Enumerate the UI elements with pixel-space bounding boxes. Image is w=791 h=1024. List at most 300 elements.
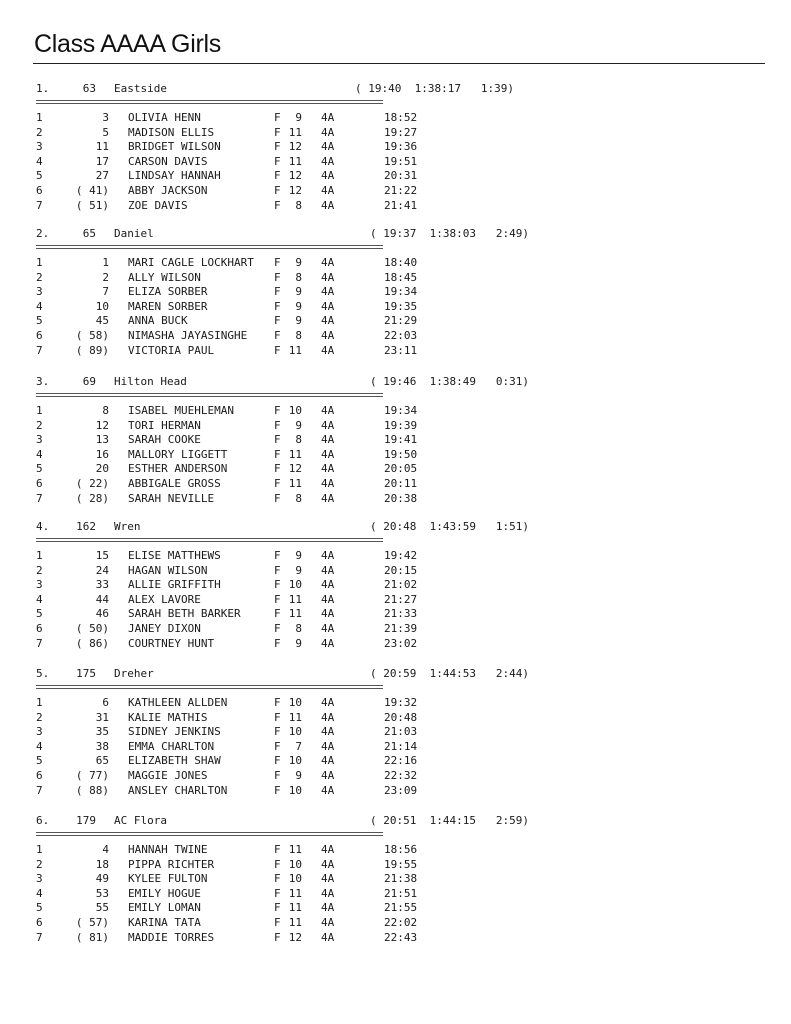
- runner-time: 23:11: [384, 343, 418, 357]
- runner-gender: F: [274, 783, 281, 797]
- header-rule: [36, 393, 383, 397]
- runner-position: 4: [36, 299, 43, 313]
- runner-time: 22:43: [384, 930, 418, 944]
- runner-class: 4A: [321, 886, 335, 900]
- runner-gender: F: [274, 636, 281, 650]
- runner-grade: 11: [288, 343, 302, 357]
- runner-class: 4A: [321, 299, 335, 313]
- runner-team-score: ( 22): [75, 477, 109, 490]
- runner-time: 22:03: [384, 329, 418, 342]
- runner-team-score: 27: [95, 169, 109, 183]
- runner-position: 5: [36, 901, 43, 915]
- runner-position: 3: [36, 872, 43, 886]
- runner-class: 4A: [321, 154, 335, 168]
- runner-class: 4A: [321, 901, 335, 915]
- page-title: Class AAAA Girls: [34, 30, 221, 58]
- runner-position: 2: [36, 125, 43, 139]
- runner-gender: F: [274, 872, 281, 886]
- runner-position: 4: [36, 739, 43, 753]
- runner-name: SIDNEY JENKINS: [128, 725, 221, 739]
- runner-position: 1: [36, 696, 43, 709]
- runner-gender: F: [274, 154, 281, 168]
- runner-name: KALIE MATHIS: [128, 710, 208, 724]
- runner-team-score: 12: [95, 418, 109, 432]
- runner-gender: F: [274, 169, 281, 183]
- team-place: 4.: [36, 520, 50, 533]
- runner-gender: F: [274, 125, 281, 139]
- runner-gender: F: [274, 857, 281, 871]
- runner-class: 4A: [321, 491, 335, 505]
- runner-grade: 8: [295, 270, 302, 284]
- runner-gender: F: [274, 256, 281, 269]
- runner-gender: F: [274, 491, 281, 505]
- runner-class: 4A: [321, 111, 335, 124]
- runner-name: HANNAH TWINE: [128, 843, 208, 856]
- runner-position: 6: [36, 622, 43, 635]
- team-name: Wren: [114, 520, 141, 533]
- runner-class: 4A: [321, 725, 335, 739]
- runner-class: 4A: [321, 843, 335, 856]
- runner-time: 22:02: [384, 916, 418, 929]
- runner-team-score: ( 51): [75, 198, 109, 212]
- runner-team-score: ( 77): [75, 769, 109, 782]
- runner-class: 4A: [321, 433, 335, 447]
- runner-position: 1: [36, 111, 43, 124]
- runner-team-score: 33: [95, 578, 109, 592]
- runner-time: 18:56: [384, 843, 418, 856]
- runner-grade: 12: [288, 184, 302, 197]
- runner-grade: 11: [288, 607, 302, 621]
- runner-time: 21:39: [384, 622, 418, 635]
- runner-name: MAGGIE JONES: [128, 769, 208, 782]
- runner-team-score: 46: [95, 607, 109, 621]
- runner-gender: F: [274, 314, 281, 328]
- runner-class: 4A: [321, 329, 335, 342]
- runner-position: 7: [36, 930, 43, 944]
- runner-gender: F: [274, 299, 281, 313]
- runner-position: 6: [36, 329, 43, 342]
- runner-position: 4: [36, 154, 43, 168]
- runner-position: 6: [36, 769, 43, 782]
- runner-grade: 12: [288, 930, 302, 944]
- runner-name: PIPPA RICHTER: [128, 857, 215, 871]
- runner-time: 19:39: [384, 418, 418, 432]
- runner-position: 1: [36, 549, 43, 562]
- runner-gender: F: [274, 754, 281, 768]
- runner-grade: 10: [288, 696, 302, 709]
- runner-name: ELIZABETH SHAW: [128, 754, 221, 768]
- runner-time: 20:48: [384, 710, 418, 724]
- runner-grade: 11: [288, 710, 302, 724]
- runner-time: 20:15: [384, 563, 418, 577]
- runner-name: MAREN SORBER: [128, 299, 208, 313]
- runner-team-score: 16: [95, 447, 109, 461]
- runner-time: 19:34: [384, 404, 418, 417]
- runner-name: LINDSAY HANNAH: [128, 169, 221, 183]
- runner-name: CARSON DAVIS: [128, 154, 208, 168]
- runner-position: 3: [36, 285, 43, 299]
- runner-class: 4A: [321, 140, 335, 154]
- header-rule: [36, 832, 383, 836]
- runner-gender: F: [274, 447, 281, 461]
- runner-team-score: 10: [95, 299, 109, 313]
- runner-gender: F: [274, 462, 281, 476]
- runner-team-score: 2: [102, 270, 109, 284]
- runner-gender: F: [274, 696, 281, 709]
- runner-position: 7: [36, 783, 43, 797]
- team-name: Hilton Head: [114, 375, 187, 388]
- runner-grade: 8: [295, 198, 302, 212]
- runner-time: 21:27: [384, 592, 418, 606]
- team-score: 69: [82, 375, 96, 388]
- runner-name: SARAH NEVILLE: [128, 491, 215, 505]
- runner-name: NIMASHA JAYASINGHE: [128, 329, 248, 342]
- runner-time: 19:34: [384, 285, 418, 299]
- runner-position: 5: [36, 754, 43, 768]
- runner-gender: F: [274, 901, 281, 915]
- runner-time: 21:03: [384, 725, 418, 739]
- runner-grade: 8: [295, 622, 302, 635]
- team-stats: ( 19:40 1:38:17 1:39): [355, 82, 514, 95]
- runner-grade: 10: [288, 857, 302, 871]
- runner-position: 2: [36, 710, 43, 724]
- runner-gender: F: [274, 343, 281, 357]
- runner-grade: 11: [288, 886, 302, 900]
- runner-grade: 9: [295, 314, 302, 328]
- runner-team-score: ( 58): [75, 329, 109, 342]
- runner-name: ELIZA SORBER: [128, 285, 208, 299]
- runner-grade: 9: [295, 549, 302, 562]
- runner-class: 4A: [321, 916, 335, 929]
- runner-name: MARI CAGLE LOCKHART: [128, 256, 254, 269]
- runner-class: 4A: [321, 636, 335, 650]
- runner-gender: F: [274, 930, 281, 944]
- runner-gender: F: [274, 198, 281, 212]
- team-stats: ( 20:51 1:44:15 2:59): [370, 814, 529, 827]
- runner-time: 21:33: [384, 607, 418, 621]
- runner-class: 4A: [321, 563, 335, 577]
- runner-time: 18:45: [384, 270, 418, 284]
- runner-name: OLIVIA HENN: [128, 111, 201, 124]
- runner-grade: 7: [295, 739, 302, 753]
- runner-position: 4: [36, 447, 43, 461]
- header-rule: [36, 685, 383, 689]
- runner-class: 4A: [321, 710, 335, 724]
- runner-gender: F: [274, 418, 281, 432]
- team-score: 175: [76, 667, 96, 680]
- runner-gender: F: [274, 404, 281, 417]
- runner-grade: 11: [288, 447, 302, 461]
- runner-gender: F: [274, 111, 281, 124]
- runner-grade: 11: [288, 592, 302, 606]
- runner-gender: F: [274, 329, 281, 342]
- runner-grade: 11: [288, 843, 302, 856]
- runner-class: 4A: [321, 418, 335, 432]
- runner-gender: F: [274, 843, 281, 856]
- runner-class: 4A: [321, 343, 335, 357]
- runner-name: ELISE MATTHEWS: [128, 549, 221, 562]
- runner-grade: 11: [288, 901, 302, 915]
- runner-position: 7: [36, 343, 43, 357]
- runner-name: SARAH COOKE: [128, 433, 201, 447]
- runner-team-score: 55: [95, 901, 109, 915]
- runner-class: 4A: [321, 930, 335, 944]
- runner-time: 21:55: [384, 901, 418, 915]
- runner-position: 1: [36, 843, 43, 856]
- runner-class: 4A: [321, 270, 335, 284]
- runner-grade: 10: [288, 725, 302, 739]
- runner-name: HAGAN WILSON: [128, 563, 208, 577]
- runner-time: 19:51: [384, 154, 418, 168]
- runner-grade: 9: [295, 418, 302, 432]
- runner-gender: F: [274, 592, 281, 606]
- runner-team-score: 6: [102, 696, 109, 709]
- runner-position: 5: [36, 462, 43, 476]
- runner-position: 7: [36, 491, 43, 505]
- runner-grade: 9: [295, 285, 302, 299]
- runner-grade: 10: [288, 783, 302, 797]
- runner-position: 1: [36, 404, 43, 417]
- runner-position: 5: [36, 607, 43, 621]
- runner-time: 22:32: [384, 769, 418, 782]
- runner-team-score: ( 50): [75, 622, 109, 635]
- runner-grade: 9: [295, 563, 302, 577]
- runner-grade: 9: [295, 111, 302, 124]
- runner-position: 4: [36, 592, 43, 606]
- team-place: 3.: [36, 375, 50, 388]
- runner-name: KARINA TATA: [128, 916, 201, 929]
- runner-team-score: 53: [95, 886, 109, 900]
- runner-team-score: 38: [95, 739, 109, 753]
- runner-team-score: 65: [95, 754, 109, 768]
- runner-time: 19:27: [384, 125, 418, 139]
- runner-gender: F: [274, 725, 281, 739]
- runner-class: 4A: [321, 125, 335, 139]
- runner-grade: 12: [288, 140, 302, 154]
- runner-time: 21:22: [384, 184, 418, 197]
- runner-team-score: 13: [95, 433, 109, 447]
- runner-gender: F: [274, 739, 281, 753]
- runner-name: ESTHER ANDERSON: [128, 462, 228, 476]
- runner-gender: F: [274, 916, 281, 929]
- runner-class: 4A: [321, 314, 335, 328]
- runner-gender: F: [274, 710, 281, 724]
- runner-name: SARAH BETH BARKER: [128, 607, 241, 621]
- runner-time: 21:14: [384, 739, 418, 753]
- runner-gender: F: [274, 184, 281, 197]
- runner-team-score: ( 41): [75, 184, 109, 197]
- runner-grade: 10: [288, 754, 302, 768]
- runner-gender: F: [274, 563, 281, 577]
- runner-position: 7: [36, 636, 43, 650]
- runner-class: 4A: [321, 592, 335, 606]
- runner-position: 4: [36, 886, 43, 900]
- team-stats: ( 19:46 1:38:49 0:31): [370, 375, 529, 388]
- runner-position: 2: [36, 857, 43, 871]
- runner-team-score: 35: [95, 725, 109, 739]
- runner-grade: 10: [288, 872, 302, 886]
- runner-name: TORI HERMAN: [128, 418, 201, 432]
- runner-name: MADISON ELLIS: [128, 125, 215, 139]
- runner-class: 4A: [321, 198, 335, 212]
- team-place: 6.: [36, 814, 50, 827]
- runner-name: EMMA CHARLTON: [128, 739, 215, 753]
- runner-time: 19:42: [384, 549, 418, 562]
- team-stats: ( 20:48 1:43:59 1:51): [370, 520, 529, 533]
- runner-class: 4A: [321, 622, 335, 635]
- runner-class: 4A: [321, 696, 335, 709]
- runner-name: ISABEL MUEHLEMAN: [128, 404, 234, 417]
- team-score: 65: [82, 227, 96, 240]
- runner-team-score: 44: [95, 592, 109, 606]
- runner-name: ALLY WILSON: [128, 270, 201, 284]
- runner-grade: 8: [295, 433, 302, 447]
- runner-team-score: ( 28): [75, 491, 109, 505]
- runner-time: 23:09: [384, 783, 418, 797]
- runner-class: 4A: [321, 783, 335, 797]
- runner-gender: F: [274, 578, 281, 592]
- runner-position: 3: [36, 140, 43, 154]
- team-name: Dreher: [114, 667, 154, 680]
- runner-class: 4A: [321, 549, 335, 562]
- runner-team-score: ( 86): [75, 636, 109, 650]
- team-name: Eastside: [114, 82, 167, 95]
- runner-gender: F: [274, 477, 281, 490]
- runner-position: 2: [36, 270, 43, 284]
- team-name: Daniel: [114, 227, 154, 240]
- runner-team-score: 18: [95, 857, 109, 871]
- runner-time: 21:29: [384, 314, 418, 328]
- runner-team-score: 17: [95, 154, 109, 168]
- runner-team-score: 4: [102, 843, 109, 856]
- runner-name: ANNA BUCK: [128, 314, 188, 328]
- runner-time: 20:31: [384, 169, 418, 183]
- team-score: 162: [76, 520, 96, 533]
- team-place: 5.: [36, 667, 50, 680]
- runner-time: 20:05: [384, 462, 418, 476]
- runner-name: EMILY HOGUE: [128, 886, 201, 900]
- team-place: 1.: [36, 82, 50, 95]
- runner-grade: 8: [295, 329, 302, 342]
- runner-grade: 12: [288, 462, 302, 476]
- header-rule: [36, 538, 383, 542]
- team-score: 63: [82, 82, 96, 95]
- runner-grade: 9: [295, 256, 302, 269]
- runner-gender: F: [274, 769, 281, 782]
- team-score: 179: [76, 814, 96, 827]
- runner-class: 4A: [321, 447, 335, 461]
- runner-name: COURTNEY HUNT: [128, 636, 215, 650]
- runner-position: 2: [36, 418, 43, 432]
- runner-time: 21:51: [384, 886, 418, 900]
- runner-class: 4A: [321, 477, 335, 490]
- runner-name: ALEX LAVORE: [128, 592, 201, 606]
- runner-team-score: 45: [95, 314, 109, 328]
- runner-time: 20:38: [384, 491, 418, 505]
- runner-class: 4A: [321, 739, 335, 753]
- runner-class: 4A: [321, 578, 335, 592]
- runner-grade: 10: [288, 404, 302, 417]
- runner-class: 4A: [321, 285, 335, 299]
- runner-team-score: 1: [102, 256, 109, 269]
- runner-position: 6: [36, 477, 43, 490]
- runner-gender: F: [274, 433, 281, 447]
- runner-name: BRIDGET WILSON: [128, 140, 221, 154]
- header-rule: [36, 245, 383, 249]
- runner-class: 4A: [321, 769, 335, 782]
- runner-gender: F: [274, 270, 281, 284]
- runner-name: KYLEE FULTON: [128, 872, 208, 886]
- runner-team-score: 3: [102, 111, 109, 124]
- runner-position: 3: [36, 433, 43, 447]
- runner-position: 1: [36, 256, 43, 269]
- runner-team-score: ( 88): [75, 783, 109, 797]
- runner-position: 3: [36, 578, 43, 592]
- runner-position: 7: [36, 198, 43, 212]
- runner-team-score: 31: [95, 710, 109, 724]
- runner-name: VICTORIA PAUL: [128, 343, 215, 357]
- header-rule: [36, 100, 383, 104]
- runner-gender: F: [274, 140, 281, 154]
- runner-class: 4A: [321, 404, 335, 417]
- runner-position: 5: [36, 314, 43, 328]
- runner-position: 5: [36, 169, 43, 183]
- runner-position: 3: [36, 725, 43, 739]
- runner-gender: F: [274, 622, 281, 635]
- runner-class: 4A: [321, 169, 335, 183]
- runner-gender: F: [274, 607, 281, 621]
- runner-grade: 9: [295, 299, 302, 313]
- runner-name: KATHLEEN ALLDEN: [128, 696, 228, 709]
- runner-name: EMILY LOMAN: [128, 901, 201, 915]
- team-name: AC Flora: [114, 814, 167, 827]
- runner-name: MADDIE TORRES: [128, 930, 215, 944]
- runner-name: ANSLEY CHARLTON: [128, 783, 228, 797]
- runner-grade: 11: [288, 477, 302, 490]
- runner-time: 19:50: [384, 447, 418, 461]
- runner-grade: 11: [288, 125, 302, 139]
- runner-time: 21:41: [384, 198, 418, 212]
- runner-time: 23:02: [384, 636, 418, 650]
- runner-team-score: 49: [95, 872, 109, 886]
- runner-class: 4A: [321, 872, 335, 886]
- runner-team-score: 7: [102, 285, 109, 299]
- runner-class: 4A: [321, 462, 335, 476]
- runner-time: 18:40: [384, 256, 418, 269]
- runner-position: 6: [36, 184, 43, 197]
- runner-grade: 11: [288, 154, 302, 168]
- runner-name: ZOE DAVIS: [128, 198, 188, 212]
- runner-team-score: 8: [102, 404, 109, 417]
- runner-time: 21:02: [384, 578, 418, 592]
- runner-class: 4A: [321, 256, 335, 269]
- runner-name: ALLIE GRIFFITH: [128, 578, 221, 592]
- runner-team-score: ( 89): [75, 343, 109, 357]
- runner-time: 19:36: [384, 140, 418, 154]
- runner-class: 4A: [321, 754, 335, 768]
- runner-grade: 9: [295, 636, 302, 650]
- runner-name: JANEY DIXON: [128, 622, 201, 635]
- runner-grade: 8: [295, 491, 302, 505]
- runner-name: ABBY JACKSON: [128, 184, 208, 197]
- runner-class: 4A: [321, 607, 335, 621]
- runner-team-score: 20: [95, 462, 109, 476]
- runner-class: 4A: [321, 857, 335, 871]
- team-stats: ( 19:37 1:38:03 2:49): [370, 227, 529, 240]
- runner-position: 2: [36, 563, 43, 577]
- runner-grade: 11: [288, 916, 302, 929]
- runner-time: 19:32: [384, 696, 418, 709]
